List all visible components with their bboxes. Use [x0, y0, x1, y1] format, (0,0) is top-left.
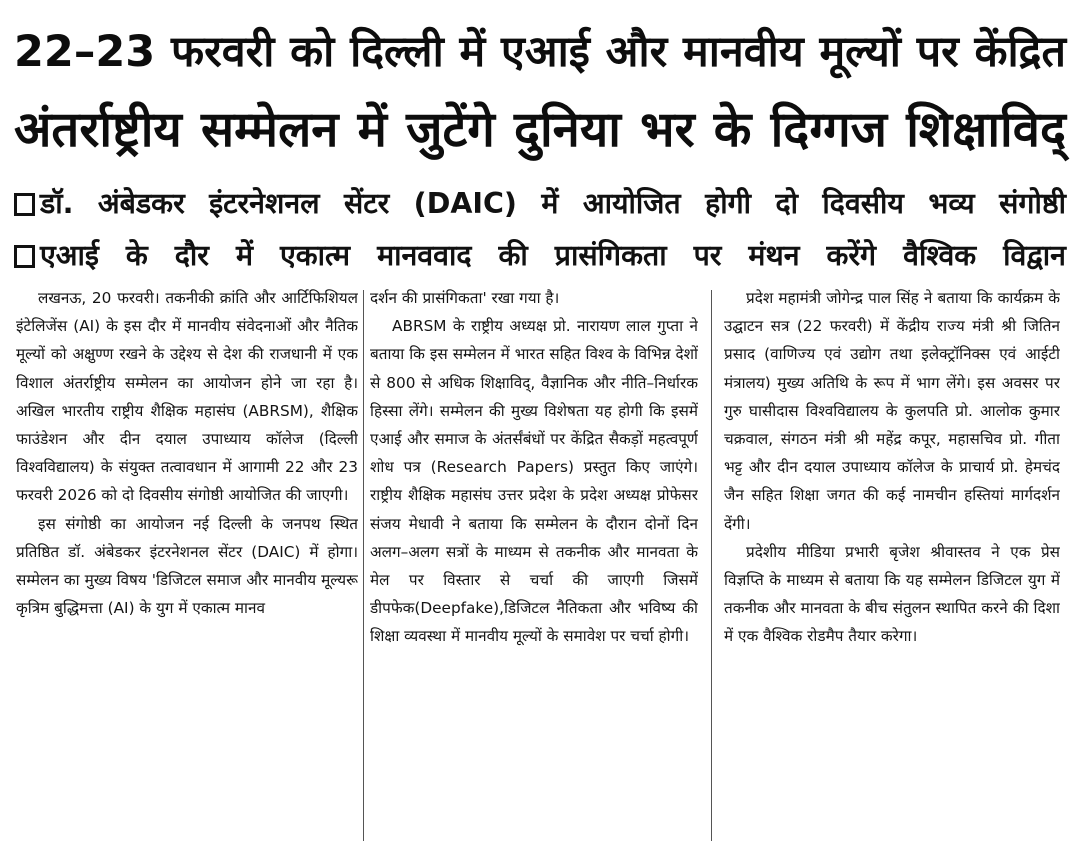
article-paragraph: लखनऊ, 20 फरवरी। तकनीकी क्रांति और आर्टिफिशियल इंटेलिजेंस (AI) के इस दौर में मानवीय संवेदनाओं और नैतिक मूल्यों को अक्षुण्ण रखने के उद्देश्य से देश की राजधानी में एक विशाल अंतर्राष्ट्रीय सम्मेलन का आयोजन होने जा रहा है। अखिल भारतीय राष्ट्रीय शैक्षिक महासंघ (ABRSM), शैक्षिक फाउंडेशन और दीन दयाल उपाध्याय कॉलेज (दिल्ली विश्वविद्यालय) के संयुक्त तत्वावधान में आगामी 22 और 23 फरवरी 2026 को दो दिवसीय संगोष्ठी आयोजित की जाएगी। [16, 289, 358, 505]
subheadline-2 [14, 236, 1066, 276]
bullet-square-icon [14, 193, 35, 216]
article-paragraph: दर्शन की प्रासंगिकता' रखा गया है। [370, 289, 560, 307]
headline-line-1: 22–23 फरवरी को दिल्ली में एआई और मानवीय मूल्यों पर केंद्रित [14, 27, 1066, 77]
headline-line-2: अंतर्राष्ट्रीय सम्मेलन में जुटेंगे दुनिया भर के दिग्गज शिक्षाविद् [14, 101, 1066, 158]
bullet-square-icon [14, 245, 35, 268]
subheadline-1 [14, 184, 1066, 224]
article-column-1 [16, 284, 358, 844]
article-column-2 [370, 284, 698, 844]
article-paragraph: प्रदेशीय मीडिया प्रभारी बृजेश श्रीवास्तव ने एक प्रेस विज्ञप्ति के माध्यम से बताया कि यह सम्मेलन डिजिटल युग में तकनीक और मानवता के बीच संतुलन स्थापित करने की दिशा में एक वैश्विक रोडमैप तैयार करेगा। [724, 542, 1060, 646]
subheadline-2-text: एआई के दौर में एकात्म मानववाद की प्रासंगिकता पर मंथन करेंगे वैश्विक विद्वान [40, 239, 1066, 272]
column-divider [711, 290, 712, 841]
article-paragraph: ABRSM के राष्ट्रीय अध्यक्ष प्रो. नारायण लाल गुप्ता ने बताया कि इस सम्मेलन में भारत सहित विश्व के विभिन्न देशों से 800 से अधिक शिक्षाविद्, वैज्ञानिक और नीति–निर्धारक हिस्सा लेंगे। सम्मेलन की मुख्य विशेषता यह होगी कि इसमें एआई और समाज के अंतर्संबंधों पर केंद्रित सैकड़ों महत्वपूर्ण शोध पत्र (Research Papers) प्रस्तुत किए जाएंगे। राष्ट्रीय शैक्षिक महासंघ उत्तर प्रदेश के प्रदेश अध्यक्ष प्रोफेसर संजय मेधावी ने बताया कि सम्मेलन के दौरान दोनों दिन अलग–अलग सत्रों के माध्यम से तकनीक और मानवता के मेल पर विस्तार से चर्चा की जाएगी जिसमें डीपफेक(Deepfake),डिजिटल नैतिकता और भविष्य की शिक्षा व्यवस्था में मानवीय मूल्यों के समावेश पर चर्चा होगी। [370, 317, 698, 646]
article-paragraph: इस संगोष्ठी का आयोजन नई दिल्ली के जनपथ स्थित प्रतिष्ठित डॉ. अंबेडकर इंटरनेशनल सेंटर (DAIC) में होगा। सम्मेलन का मुख्य विषय 'डिजिटल समाज और मानवीय मूल्यरू कृत्रिम बुद्धिमत्ता (AI) के युग में एकात्म मानव [16, 514, 358, 618]
subheadline-1-text: डॉ. अंबेडकर इंटरनेशनल सेंटर (DAIC) में आयोजित होगी दो दिवसीय भव्य संगोष्ठी [40, 187, 1066, 220]
article-paragraph: प्रदेश महामंत्री जोगेन्द्र पाल सिंह ने बताया कि कार्यक्रम के उद्घाटन सत्र (22 फरवरी) में केंद्रीय राज्य मंत्री श्री जितिन प्रसाद (वाणिज्य एवं उद्योग तथा इलेक्ट्रॉनिक्स एवं आईटी मंत्रालय) मुख्य अतिथि के रूप में भाग लेंगे। इस अवसर पर गुरु घासीदास विश्वविद्यालय के कुलपति प्रो. आलोक कुमार चक्रवाल, संगठन मंत्री श्री महेंद्र कपूर, महासचिव प्रो. गीता भट्ट और दीन दयाल उपाध्याय कॉलेज के प्राचार्य प्रो. हेमचंद जैन सहित शिक्षा जगत की कई नामचीन हस्तियां मार्गदर्शन देंगी। [724, 289, 1060, 533]
column-divider [363, 290, 364, 841]
article-column-3 [724, 284, 1060, 844]
